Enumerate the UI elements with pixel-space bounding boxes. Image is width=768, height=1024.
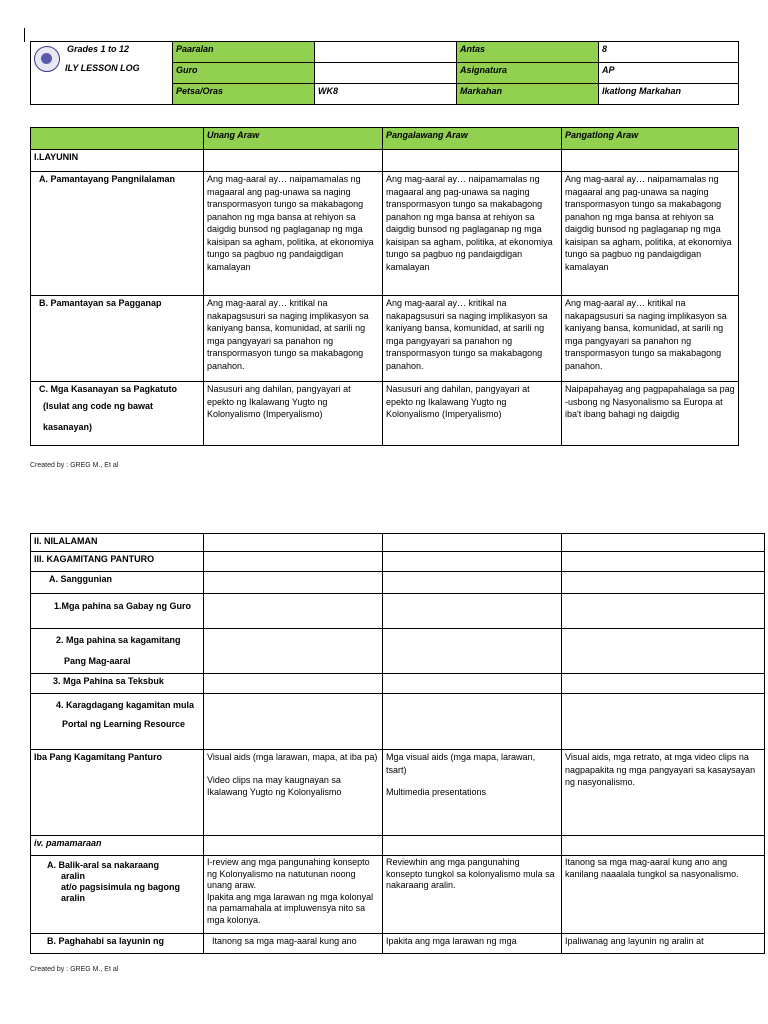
pamantayang-pangnilalaman-day-2[interactable]: Ang mag-aaral ay… naipamamalas ng magaaral ang pag-unawa sa naging transpormasyon tungo sa makabagong panahon ng mga bansa at rehiyon sa daigdig bunsod ng paglaganap ng mga kaisipan sa agham, politika, at ekonomiya tungo sa pagbuo ng pandaigdigan kamalayan	[383, 172, 562, 296]
kagamitan-day-2[interactable]	[383, 552, 562, 572]
mag-aaral-day-1[interactable]	[204, 629, 383, 674]
kagamitang-mag-aaral-cell	[31, 629, 204, 674]
iba-pang-day-2[interactable]	[383, 750, 562, 836]
karagdagang-line-2: Portal ng Learning Resource	[62, 718, 186, 729]
karagdagang-line-1: 4. Karagdagang kagamitan mula	[56, 700, 195, 710]
kagamitang-mag-aaral-line-1: 2. Mga pahina sa kagamitang	[56, 635, 181, 645]
paaralan-value[interactable]	[315, 42, 457, 63]
gabay-day-3[interactable]	[562, 594, 765, 629]
paaralan-label: Paaralan	[173, 42, 315, 63]
layunin-day-1[interactable]	[204, 150, 383, 172]
teksbuk-day-3[interactable]	[562, 674, 765, 694]
petsa-value[interactable]: WK8	[315, 84, 457, 105]
iba-pang-day-1-line-2: Video clips na may kaugnayan sa Ikalawang Yugto ng Kolonyalismo	[207, 774, 342, 797]
text-cursor	[24, 28, 25, 42]
karagdagang-day-1[interactable]	[204, 694, 383, 750]
nilalaman-label: II. NILALAMAN	[31, 534, 204, 552]
balik-aral-line-2: aralin	[61, 871, 86, 881]
layunin-day-2[interactable]	[383, 150, 562, 172]
credit-text-2: Created by : GREG M., Et al	[30, 966, 119, 973]
balik-aral-line-1: A. Balik-aral sa nakaraang	[47, 860, 160, 870]
balik-aral-day-3[interactable]: Itanong sa mga mag-aaral kung ano ang kanilang naaalala tungkol sa nasyonalismo.	[562, 856, 765, 934]
pamamaraan-day-2[interactable]	[383, 836, 562, 856]
kasanayan-sub-2: kasanayan)	[43, 421, 93, 432]
markahan-value[interactable]: Ikatlong Markahan	[599, 84, 739, 105]
antas-value[interactable]: 8	[599, 42, 739, 63]
pamantayang-pangnilalaman-day-1[interactable]: Ang mag-aaral ay… naipamamalas ng magaaral ang pag-unawa sa naging transpormasyon tungo sa makabagong panahon ng mga bansa at rehiyon sa daigdig bunsod ng paglaganap ng mga kaisipan sa agham, politika, at ekonomiya tungo sa pagbuo ng pandaigdigan kamalayan	[204, 172, 383, 296]
kasanayan-sub-1: (Isulat ang code ng bawat	[43, 400, 154, 411]
markahan-label: Markahan	[457, 84, 599, 105]
kagamitan-day-3[interactable]	[562, 552, 765, 572]
karagdagang-day-3[interactable]	[562, 694, 765, 750]
sanggunian-label-cell	[31, 572, 204, 594]
day-1-header: Unang Araw	[204, 128, 383, 150]
day-2-header: Pangalawang Araw	[383, 128, 562, 150]
kagamitang-panturo-label: III. KAGAMITANG PANTURO	[31, 552, 204, 572]
pamantayang-pangnilalaman-day-3[interactable]: Ang mag-aaral ay… naipamamalas ng magaaral ang pag-unawa sa naging transpormasyon tungo sa makabagong panahon ng mga bansa at rehiyon sa daigdig bunsod ng paglaganap ng mga kaisipan sa agham, politika, at ekonomiya tungo sa pagbuo ng pandaigdigan kamalayan	[562, 172, 739, 296]
guro-label: Guro	[173, 63, 315, 84]
nilalaman-day-1[interactable]	[204, 534, 383, 552]
antas-label: Antas	[457, 42, 599, 63]
blank-header-cell	[31, 128, 204, 150]
nilalaman-day-2[interactable]	[383, 534, 562, 552]
paghahabi-label: B. Paghahabi sa layunin ng	[31, 934, 204, 954]
deped-seal-icon	[34, 46, 60, 72]
pamantayan-pagganap-day-3[interactable]: Ang mag-aaral ay… kritikal na nakapagsusuri sa naging implikasyon sa kaniyang bansa, komunidad, at sarili ng mga pangyayari sa panahon ng transpormasyon tungo sa makabagong panahon.	[562, 296, 739, 382]
kagamitan-day-1[interactable]	[204, 552, 383, 572]
sanggunian-day-3[interactable]	[562, 572, 765, 594]
iba-pang-day-3-line-1: Visual aids, mga retrato, at mga video clips na nagpapakita ng mga pangyayari sa kasaysayan ng nasyonalismo.	[565, 752, 756, 787]
pamamaraan-day-3[interactable]	[562, 836, 765, 856]
layunin-title: I.LAYUNIN	[31, 150, 204, 172]
layunin-table	[30, 127, 739, 446]
logo-cell	[31, 42, 173, 105]
iba-pang-day-3[interactable]	[562, 750, 765, 836]
gabay-guro-label: 1.Mga pahina sa Gabay ng Guro	[31, 594, 204, 629]
balik-aral-line-3: at/o pagsisimula ng bagong	[61, 882, 181, 892]
mag-aaral-day-2[interactable]	[383, 629, 562, 674]
balik-aral-label-cell	[31, 856, 204, 934]
guro-value[interactable]	[315, 63, 457, 84]
sanggunian-label: Sanggunian	[60, 574, 113, 584]
pamamaraan-day-1[interactable]	[204, 836, 383, 856]
kasanayan-day-2[interactable]: Nasusuri ang dahilan, pangyayari at epekto ng Ikalawang Yugto ng Kolonyalismo (Imperyalismo)	[383, 382, 562, 446]
sanggunian-letter: A.	[49, 574, 58, 584]
layunin-day-3[interactable]	[562, 150, 739, 172]
sanggunian-day-2[interactable]	[383, 572, 562, 594]
daily-lesson-log-label: ILY LESSON LOG	[65, 63, 140, 73]
balik-aral-day-2[interactable]: Reviewhin ang mga pangunahing konsepto tungkol sa kolonyalismo mula sa nakaraang aralin.	[383, 856, 562, 934]
balik-aral-line-4: aralin	[61, 893, 86, 903]
credit-text-1: Created by : GREG M., Et al	[30, 462, 119, 469]
kagamitan-table	[30, 533, 765, 954]
asignatura-value[interactable]: AP	[599, 63, 739, 84]
sanggunian-day-1[interactable]	[204, 572, 383, 594]
gabay-day-1[interactable]	[204, 594, 383, 629]
pamantayan-pagganap-day-1[interactable]: Ang mag-aaral ay… kritikal na nakapagsusuri sa naging implikasyon sa kaniyang bansa, komunidad, at sarili ng mga pangyayari sa panahon ng transpormasyon tungo sa makabagong panahon.	[204, 296, 383, 382]
day-3-header: Pangatlong Araw	[562, 128, 739, 150]
petsa-label: Petsa/Oras	[173, 84, 315, 105]
kasanayan-day-1[interactable]: Nasusuri ang dahilan, pangyayari at epekto ng Ikalawang Yugto ng Kolonyalismo (Imperyalismo)	[204, 382, 383, 446]
asignatura-label: Asignatura	[457, 63, 599, 84]
kasanayan-label-cell	[31, 382, 204, 446]
teksbuk-label: 3. Mga Pahina sa Teksbuk	[31, 674, 204, 694]
pamantayan-pagganap-day-2[interactable]: Ang mag-aaral ay… kritikal na nakapagsusuri sa naging implikasyon sa kaniyang bansa, komunidad, at sarili ng mga pangyayari sa panahon ng transpormasyon tungo sa makabagong panahon.	[383, 296, 562, 382]
gabay-day-2[interactable]	[383, 594, 562, 629]
iba-pang-day-1-line-1: Visual aids (mga larawan, mapa, at iba pa)	[207, 752, 378, 762]
karagdagang-cell	[31, 694, 204, 750]
mag-aaral-day-3[interactable]	[562, 629, 765, 674]
paghahabi-day-1[interactable]: Itanong sa mga mag-aaral kung ano	[204, 934, 383, 954]
pamantayan-pagganap-label: B. Pamantayan sa Pagganap	[31, 296, 204, 382]
kasanayan-label: C. Mga Kasanayan sa Pagkatuto	[39, 384, 178, 394]
header-table	[30, 41, 739, 105]
pamantayang-pangnilalaman-label: A. Pamantayang Pangnilalaman	[31, 172, 204, 296]
pamamaraan-label: iv. pamamaraan	[31, 836, 204, 856]
nilalaman-day-3[interactable]	[562, 534, 765, 552]
iba-pang-kagamitan-label: Iba Pang Kagamitang Panturo	[31, 750, 204, 836]
paghahabi-day-3[interactable]: Ipaliwanag ang layunin ng aralin at	[562, 934, 765, 954]
iba-pang-day-2-line-2: Multimedia presentations	[386, 787, 487, 797]
teksbuk-day-1[interactable]	[204, 674, 383, 694]
balik-aral-day-1[interactable]: I-review ang mga pangunahing konsepto ng Kolonyalismo na natutunan noong unang araw. Ipakita ang mga larawan ng mga kolonyal na pamamahala at impluwensya nito sa mga kolonya.	[204, 856, 383, 934]
paghahabi-day-2[interactable]: Ipakita ang mga larawan ng mga	[383, 934, 562, 954]
teksbuk-day-2[interactable]	[383, 674, 562, 694]
kagamitang-mag-aaral-line-2: Pang Mag-aaral	[64, 656, 131, 666]
karagdagang-day-2[interactable]	[383, 694, 562, 750]
grades-label: Grades 1 to 12	[67, 44, 130, 54]
iba-pang-day-2-line-1: Mga visual aids (mga mapa, larawan, tsart)	[386, 752, 536, 775]
iba-pang-day-1[interactable]	[204, 750, 383, 836]
kasanayan-day-3[interactable]: Naipapahayag ang pagpapahalaga sa pag -usbong ng Nasyonalismo sa Europa at iba't ibang bahagi ng daigdig	[562, 382, 739, 446]
